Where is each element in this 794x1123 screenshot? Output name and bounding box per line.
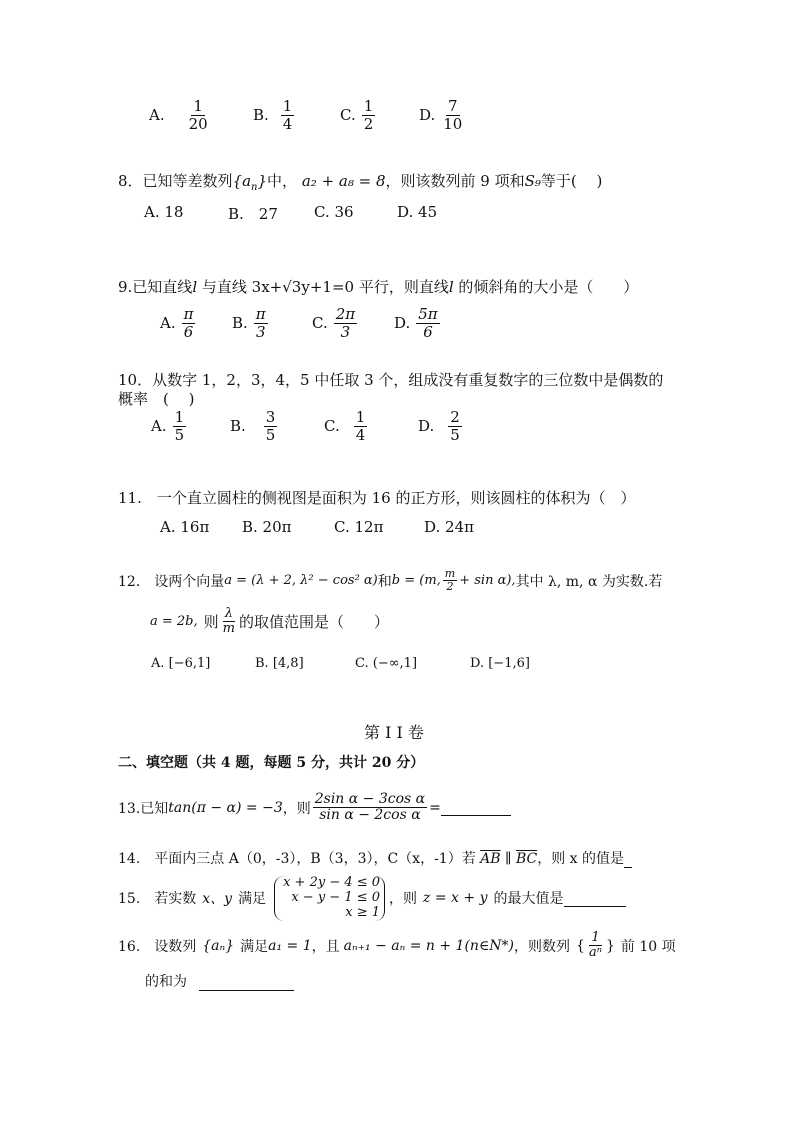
q9-option-c: C. $\frac{2\pi}{3}$ — [312, 305, 356, 341]
q11-option-d: D. 24π — [424, 518, 474, 536]
q13-stem: 13.已知 tan(π − α) = −3 ，则 $\frac{\text{2sin α − 3cos α}}{\text{sin α − 2cos α}}$ = — [118, 792, 511, 824]
q12-option-a: A. [−6,1] — [151, 656, 211, 671]
q8-option-d: D. 45 — [397, 203, 438, 221]
q16-answer-blank[interactable] — [199, 976, 294, 991]
q12-stem: 12. 设两个向量 a = (λ + 2, λ² − cos² α) 和 b = (m, $\frac{m}{2}$ + sin α), 其中 λ, m, α 为实数.若 — [118, 567, 663, 594]
q9-option-a: A. $\frac{\pi}{6}$ — [160, 305, 194, 341]
q8-stem: 8．已知等差数列$\{a_n\}$中， a₂ + a₈ = 8，则该数列前 9 项和S₉等于( ) — [118, 172, 603, 193]
q10-stem-line2: 概率 ( ) — [118, 390, 195, 408]
q7-option-b: B. $\frac{1}{4}$ — [253, 97, 293, 133]
q15-answer-blank[interactable] — [564, 890, 626, 907]
q8-option-b: B. 27 — [228, 205, 278, 223]
q7-option-c: C. $\frac{1}{2}$ — [340, 97, 374, 133]
q11-option-a: A. 16π — [160, 518, 210, 536]
q12-option-c: C. (−∞,1] — [355, 656, 418, 671]
q12-option-d: D. [−1,6] — [470, 656, 530, 671]
section-heading: 二、填空题（共 4 题，每题 5 分，共计 20 分） — [118, 755, 425, 771]
q7-option-a: A. $\frac{1}{20}$ — [149, 97, 208, 133]
q10-option-c: C. $\frac{1}{4}$ — [324, 408, 366, 444]
q13-answer-blank[interactable] — [441, 799, 511, 816]
section-title: 第 I I 卷 — [364, 723, 424, 742]
q9-stem: 9.已知直线l 与直线 3x+√3y+1=0 平行，则直线l 的倾斜角的大小是（ ） — [118, 278, 639, 296]
q10-stem-line1: 10．从数字 1，2，3，4，5 中任取 3 个，组成没有重复数字的三位数中是偶数的 — [118, 371, 664, 389]
q12-option-b: B. [4,8] — [255, 656, 304, 671]
q9-option-d: D. $\frac{5\pi}{6}$ — [394, 305, 438, 341]
q16-stem-line2: 的和为 — [145, 971, 294, 991]
q11-option-c: C. 12π — [334, 518, 384, 536]
q10-option-a: A. $\frac{1}{5}$ — [151, 408, 185, 444]
q8-option-c: C. 36 — [314, 203, 354, 221]
q11-option-b: B. 20π — [242, 518, 292, 536]
q14-answer-blank[interactable] — [624, 853, 632, 868]
q16-stem: 16. 设数列 {aₙ} 满足 a₁ = 1 ，且 aₙ₊₁ − aₙ = n + 1(n∈N*) ，则数列 { $\frac{1}{\text{aⁿ}}$ } 前 10 项 — [118, 930, 676, 961]
q15-stem: 15. 若实数 x、y 满足 x + 2y − 4 ≤ 0 x − y − 1 ≤ 0 x ≥ 1 ，则 z = x + y 的最大值是 — [118, 876, 626, 921]
q8-option-a: A. 18 — [144, 203, 184, 221]
q10-option-b: B. $\frac{3}{5}$ — [230, 408, 276, 444]
q7-option-d: D. $\frac{7}{10}$ — [419, 97, 463, 133]
q15-constraints: x + 2y − 4 ≤ 0 x − y − 1 ≤ 0 x ≥ 1 — [274, 876, 385, 921]
q11-stem: 11. 一个直立圆柱的侧视图是面积为 16 的正方形，则该圆柱的体积为（ ） — [118, 489, 636, 507]
q9-option-b: B. $\frac{\pi}{3}$ — [232, 305, 266, 341]
q12-stem-line2: a = 2b, 则 $\frac{\lambda}{m}$ 的取值范围是（ ） — [150, 606, 389, 637]
q10-option-d: D. $\frac{2}{5}$ — [418, 408, 460, 444]
q14-stem: 14. 平面内三点 A（0，-3），B（3，3），C（x，-1）若 $\overline{AB}$ ∥ $\overline{BC}$，则 x 的值是 — [118, 848, 632, 868]
